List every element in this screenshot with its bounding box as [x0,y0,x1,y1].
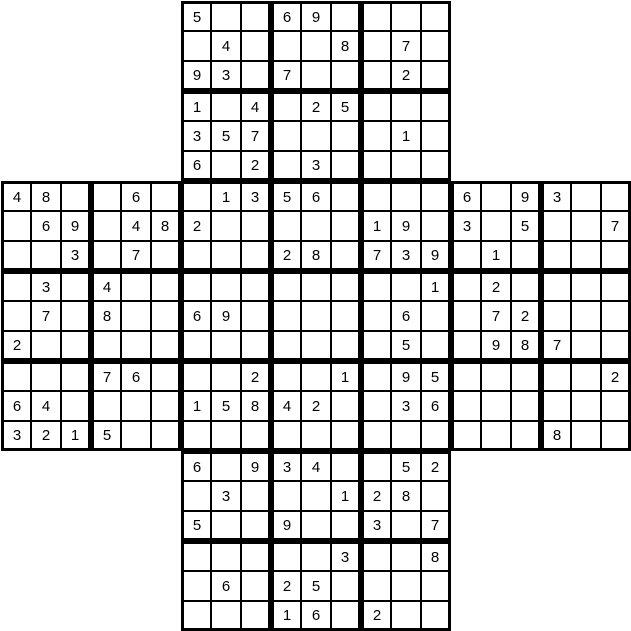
sudoku-cell[interactable] [391,1,421,31]
sudoku-cell[interactable] [151,241,181,271]
sudoku-cell[interactable]: 3 [211,61,241,91]
sudoku-cell[interactable]: 2 [391,61,421,91]
sudoku-cell[interactable] [361,271,391,301]
sudoku-cell[interactable]: 3 [361,511,391,541]
sudoku-cell[interactable] [241,511,271,541]
sudoku-cell[interactable] [301,211,331,241]
sudoku-cell[interactable] [1,271,31,301]
sudoku-cell[interactable] [391,511,421,541]
sudoku-cell[interactable] [181,481,211,511]
sudoku-cell[interactable] [541,301,571,331]
sudoku-cell[interactable] [211,541,241,571]
sudoku-cell[interactable]: 6 [421,391,451,421]
sudoku-cell[interactable] [421,421,451,451]
sudoku-cell[interactable]: 9 [391,211,421,241]
sudoku-cell[interactable]: 7 [481,301,511,331]
sudoku-cell[interactable] [421,301,451,331]
sudoku-cell[interactable]: 9 [421,241,451,271]
sudoku-cell[interactable]: 7 [91,361,121,391]
sudoku-cell[interactable] [61,271,91,301]
sudoku-cell[interactable] [121,301,151,331]
sudoku-cell[interactable] [361,121,391,151]
sudoku-cell[interactable] [571,181,601,211]
sudoku-cell[interactable]: 2 [241,151,271,181]
sudoku-cell[interactable] [601,181,631,211]
sudoku-cell[interactable] [241,301,271,331]
sudoku-cell[interactable] [481,391,511,421]
sudoku-cell[interactable] [421,31,451,61]
sudoku-cell[interactable] [211,271,241,301]
sudoku-cell[interactable] [451,331,481,361]
sudoku-cell[interactable] [211,511,241,541]
sudoku-cell[interactable] [331,151,361,181]
sudoku-cell[interactable]: 7 [271,61,301,91]
sudoku-cell[interactable] [511,391,541,421]
sudoku-cell[interactable] [151,361,181,391]
sudoku-cell[interactable]: 5 [211,121,241,151]
sudoku-cell[interactable] [331,331,361,361]
sudoku-cell[interactable] [361,541,391,571]
sudoku-cell[interactable] [181,601,211,631]
sudoku-cell[interactable] [421,91,451,121]
sudoku-cell[interactable]: 8 [31,181,61,211]
sudoku-cell[interactable] [331,601,361,631]
sudoku-cell[interactable]: 5 [511,211,541,241]
sudoku-cell[interactable]: 2 [601,361,631,391]
sudoku-cell[interactable]: 3 [1,421,31,451]
sudoku-cell[interactable]: 5 [181,511,211,541]
sudoku-cell[interactable] [481,361,511,391]
sudoku-cell[interactable]: 6 [1,391,31,421]
sudoku-cell[interactable] [301,271,331,301]
sudoku-cell[interactable]: 5 [391,331,421,361]
sudoku-cell[interactable]: 6 [181,151,211,181]
sudoku-cell[interactable] [121,271,151,301]
sudoku-cell[interactable]: 7 [391,31,421,61]
sudoku-cell[interactable]: 9 [181,61,211,91]
sudoku-cell[interactable] [421,181,451,211]
sudoku-cell[interactable] [361,571,391,601]
sudoku-cell[interactable] [1,211,31,241]
sudoku-cell[interactable] [271,331,301,361]
sudoku-cell[interactable] [241,481,271,511]
sudoku-cell[interactable] [151,181,181,211]
sudoku-cell[interactable] [271,421,301,451]
sudoku-cell[interactable]: 9 [391,361,421,391]
sudoku-cell[interactable] [541,211,571,241]
sudoku-cell[interactable] [241,211,271,241]
sudoku-cell[interactable] [121,421,151,451]
sudoku-cell[interactable]: 4 [211,31,241,61]
sudoku-cell[interactable] [361,331,391,361]
sudoku-cell[interactable]: 6 [181,301,211,331]
sudoku-cell[interactable] [91,241,121,271]
sudoku-cell[interactable] [331,61,361,91]
sudoku-cell[interactable]: 2 [1,331,31,361]
sudoku-cell[interactable] [271,151,301,181]
sudoku-cell[interactable]: 8 [391,481,421,511]
sudoku-cell[interactable]: 3 [211,481,241,511]
sudoku-cell[interactable] [151,331,181,361]
sudoku-cell[interactable] [421,211,451,241]
sudoku-cell[interactable]: 8 [421,541,451,571]
sudoku-cell[interactable] [361,451,391,481]
sudoku-cell[interactable]: 6 [391,301,421,331]
sudoku-cell[interactable] [301,331,331,361]
sudoku-cell[interactable] [571,241,601,271]
sudoku-cell[interactable]: 7 [31,301,61,331]
sudoku-cell[interactable] [601,271,631,301]
sudoku-cell[interactable]: 2 [361,481,391,511]
sudoku-cell[interactable] [91,181,121,211]
sudoku-cell[interactable]: 2 [301,91,331,121]
sudoku-cell[interactable] [91,391,121,421]
sudoku-cell[interactable]: 2 [361,601,391,631]
sudoku-cell[interactable] [601,331,631,361]
sudoku-cell[interactable] [421,151,451,181]
sudoku-cell[interactable] [541,271,571,301]
sudoku-cell[interactable]: 6 [271,1,301,31]
sudoku-cell[interactable] [511,241,541,271]
sudoku-cell[interactable]: 5 [421,361,451,391]
sudoku-cell[interactable] [211,421,241,451]
sudoku-cell[interactable]: 9 [61,211,91,241]
sudoku-cell[interactable] [241,571,271,601]
sudoku-cell[interactable]: 3 [61,241,91,271]
sudoku-cell[interactable] [181,331,211,361]
sudoku-cell[interactable] [151,301,181,331]
sudoku-cell[interactable]: 8 [511,331,541,361]
sudoku-cell[interactable]: 8 [151,211,181,241]
sudoku-cell[interactable]: 9 [271,511,301,541]
sudoku-cell[interactable] [481,181,511,211]
sudoku-cell[interactable] [361,61,391,91]
sudoku-cell[interactable] [421,481,451,511]
sudoku-cell[interactable] [211,1,241,31]
sudoku-cell[interactable]: 1 [271,601,301,631]
sudoku-cell[interactable] [571,421,601,451]
sudoku-cell[interactable] [241,31,271,61]
sudoku-cell[interactable] [511,271,541,301]
sudoku-cell[interactable]: 4 [1,181,31,211]
sudoku-cell[interactable] [1,361,31,391]
sudoku-cell[interactable] [541,361,571,391]
sudoku-cell[interactable]: 3 [271,451,301,481]
sudoku-cell[interactable]: 2 [481,271,511,301]
sudoku-cell[interactable] [391,181,421,211]
sudoku-cell[interactable] [181,31,211,61]
sudoku-cell[interactable] [301,61,331,91]
sudoku-cell[interactable] [301,361,331,391]
sudoku-cell[interactable]: 9 [301,1,331,31]
sudoku-cell[interactable] [331,391,361,421]
sudoku-cell[interactable] [331,511,361,541]
sudoku-cell[interactable]: 8 [331,31,361,61]
sudoku-cell[interactable]: 5 [271,181,301,211]
sudoku-cell[interactable]: 5 [301,571,331,601]
sudoku-cell[interactable] [211,151,241,181]
sudoku-cell[interactable]: 3 [31,271,61,301]
sudoku-cell[interactable] [331,271,361,301]
sudoku-cell[interactable] [151,421,181,451]
sudoku-cell[interactable] [421,1,451,31]
sudoku-cell[interactable] [271,121,301,151]
sudoku-cell[interactable] [121,331,151,361]
sudoku-cell[interactable]: 5 [391,451,421,481]
sudoku-cell[interactable]: 7 [421,511,451,541]
sudoku-cell[interactable] [391,151,421,181]
sudoku-cell[interactable] [421,61,451,91]
sudoku-cell[interactable] [211,361,241,391]
sudoku-cell[interactable] [511,421,541,451]
sudoku-cell[interactable]: 8 [241,391,271,421]
sudoku-cell[interactable] [271,271,301,301]
sudoku-cell[interactable] [31,361,61,391]
sudoku-cell[interactable] [181,421,211,451]
sudoku-cell[interactable] [331,301,361,331]
sudoku-cell[interactable] [271,301,301,331]
sudoku-cell[interactable] [421,571,451,601]
sudoku-cell[interactable]: 4 [31,391,61,421]
sudoku-cell[interactable] [331,211,361,241]
sudoku-cell[interactable] [211,241,241,271]
sudoku-cell[interactable] [181,181,211,211]
sudoku-cell[interactable] [571,271,601,301]
sudoku-cell[interactable]: 6 [121,181,151,211]
sudoku-cell[interactable] [181,241,211,271]
sudoku-cell[interactable] [271,361,301,391]
sudoku-cell[interactable] [511,361,541,391]
sudoku-cell[interactable] [421,121,451,151]
sudoku-cell[interactable]: 1 [331,481,361,511]
sudoku-cell[interactable]: 6 [181,451,211,481]
sudoku-cell[interactable] [61,361,91,391]
sudoku-cell[interactable] [601,421,631,451]
sudoku-cell[interactable]: 8 [301,241,331,271]
sudoku-cell[interactable] [361,151,391,181]
sudoku-cell[interactable] [151,391,181,421]
sudoku-cell[interactable] [1,301,31,331]
sudoku-cell[interactable]: 3 [331,541,361,571]
sudoku-cell[interactable] [421,331,451,361]
sudoku-cell[interactable]: 4 [121,211,151,241]
sudoku-cell[interactable]: 2 [421,451,451,481]
sudoku-cell[interactable]: 1 [361,211,391,241]
sudoku-cell[interactable] [391,541,421,571]
sudoku-cell[interactable] [61,181,91,211]
sudoku-cell[interactable] [241,1,271,31]
sudoku-cell[interactable] [31,331,61,361]
sudoku-cell[interactable] [361,181,391,211]
sudoku-cell[interactable] [211,211,241,241]
sudoku-cell[interactable] [361,1,391,31]
sudoku-cell[interactable] [91,211,121,241]
sudoku-cell[interactable] [61,391,91,421]
sudoku-cell[interactable] [241,541,271,571]
sudoku-cell[interactable]: 5 [331,91,361,121]
sudoku-cell[interactable] [121,391,151,421]
sudoku-cell[interactable] [451,361,481,391]
sudoku-cell[interactable] [601,241,631,271]
sudoku-cell[interactable]: 1 [181,391,211,421]
sudoku-cell[interactable]: 6 [211,571,241,601]
sudoku-cell[interactable] [391,571,421,601]
sudoku-cell[interactable] [571,391,601,421]
sudoku-cell[interactable]: 5 [181,1,211,31]
sudoku-cell[interactable] [211,331,241,361]
sudoku-cell[interactable] [271,31,301,61]
sudoku-cell[interactable] [241,331,271,361]
sudoku-cell[interactable]: 6 [301,601,331,631]
sudoku-cell[interactable]: 5 [211,391,241,421]
sudoku-cell[interactable]: 1 [331,361,361,391]
sudoku-cell[interactable]: 2 [181,211,211,241]
sudoku-cell[interactable]: 9 [481,331,511,361]
sudoku-cell[interactable]: 9 [511,181,541,211]
sudoku-cell[interactable] [331,571,361,601]
sudoku-cell[interactable] [361,91,391,121]
sudoku-cell[interactable] [211,451,241,481]
sudoku-cell[interactable]: 7 [601,211,631,241]
sudoku-cell[interactable] [61,301,91,331]
sudoku-cell[interactable] [271,91,301,121]
sudoku-cell[interactable] [571,301,601,331]
sudoku-cell[interactable]: 6 [31,211,61,241]
sudoku-cell[interactable]: 2 [271,571,301,601]
sudoku-cell[interactable] [301,541,331,571]
sudoku-cell[interactable]: 1 [61,421,91,451]
sudoku-cell[interactable]: 4 [241,91,271,121]
sudoku-cell[interactable]: 2 [241,361,271,391]
sudoku-cell[interactable] [241,271,271,301]
sudoku-cell[interactable] [1,241,31,271]
sudoku-cell[interactable]: 1 [391,121,421,151]
sudoku-cell[interactable] [571,211,601,241]
sudoku-cell[interactable] [361,31,391,61]
sudoku-cell[interactable] [391,91,421,121]
sudoku-cell[interactable] [211,91,241,121]
sudoku-cell[interactable] [181,271,211,301]
sudoku-cell[interactable]: 7 [121,241,151,271]
sudoku-cell[interactable] [481,211,511,241]
sudoku-cell[interactable]: 4 [91,271,121,301]
sudoku-cell[interactable]: 6 [451,181,481,211]
sudoku-cell[interactable] [451,271,481,301]
sudoku-cell[interactable] [31,241,61,271]
sudoku-cell[interactable] [331,121,361,151]
sudoku-cell[interactable]: 3 [391,241,421,271]
sudoku-cell[interactable] [571,361,601,391]
sudoku-cell[interactable]: 2 [31,421,61,451]
sudoku-cell[interactable] [241,421,271,451]
sudoku-cell[interactable] [91,331,121,361]
sudoku-cell[interactable] [391,271,421,301]
sudoku-cell[interactable] [361,391,391,421]
sudoku-cell[interactable]: 6 [121,361,151,391]
sudoku-cell[interactable] [361,421,391,451]
sudoku-cell[interactable]: 3 [181,121,211,151]
sudoku-cell[interactable] [331,181,361,211]
sudoku-cell[interactable] [271,211,301,241]
sudoku-cell[interactable] [211,601,241,631]
sudoku-cell[interactable]: 3 [241,181,271,211]
sudoku-cell[interactable] [361,361,391,391]
sudoku-cell[interactable]: 7 [361,241,391,271]
sudoku-cell[interactable]: 9 [241,451,271,481]
sudoku-cell[interactable]: 2 [301,391,331,421]
sudoku-cell[interactable]: 1 [211,181,241,211]
sudoku-cell[interactable]: 3 [391,391,421,421]
sudoku-cell[interactable]: 1 [481,241,511,271]
sudoku-cell[interactable] [361,301,391,331]
sudoku-cell[interactable]: 4 [271,391,301,421]
sudoku-cell[interactable] [391,421,421,451]
sudoku-cell[interactable] [301,481,331,511]
sudoku-cell[interactable] [571,331,601,361]
sudoku-cell[interactable] [451,421,481,451]
sudoku-cell[interactable] [541,391,571,421]
sudoku-cell[interactable]: 8 [91,301,121,331]
sudoku-cell[interactable] [331,241,361,271]
sudoku-cell[interactable]: 3 [451,211,481,241]
sudoku-cell[interactable] [301,511,331,541]
sudoku-cell[interactable] [181,571,211,601]
sudoku-cell[interactable] [301,421,331,451]
sudoku-cell[interactable]: 5 [91,421,121,451]
sudoku-cell[interactable] [331,421,361,451]
sudoku-cell[interactable]: 3 [301,151,331,181]
sudoku-cell[interactable]: 1 [181,91,211,121]
sudoku-cell[interactable]: 2 [511,301,541,331]
sudoku-cell[interactable]: 7 [541,331,571,361]
sudoku-cell[interactable]: 1 [421,271,451,301]
sudoku-cell[interactable] [301,121,331,151]
sudoku-cell[interactable] [241,601,271,631]
sudoku-cell[interactable] [481,421,511,451]
sudoku-cell[interactable] [181,541,211,571]
sudoku-cell[interactable] [241,61,271,91]
sudoku-cell[interactable] [301,31,331,61]
sudoku-cell[interactable]: 2 [271,241,301,271]
sudoku-cell[interactable] [601,301,631,331]
sudoku-cell[interactable] [541,241,571,271]
sudoku-cell[interactable] [451,241,481,271]
sudoku-cell[interactable] [331,451,361,481]
sudoku-cell[interactable] [61,331,91,361]
sudoku-cell[interactable] [181,361,211,391]
sudoku-cell[interactable] [271,541,301,571]
sudoku-cell[interactable] [151,271,181,301]
sudoku-cell[interactable] [301,301,331,331]
sudoku-cell[interactable] [451,301,481,331]
sudoku-cell[interactable]: 6 [301,181,331,211]
sudoku-cell[interactable]: 7 [241,121,271,151]
sudoku-cell[interactable] [421,601,451,631]
sudoku-cell[interactable]: 4 [301,451,331,481]
sudoku-cell[interactable]: 9 [211,301,241,331]
sudoku-cell[interactable] [271,481,301,511]
sudoku-cell[interactable]: 8 [541,421,571,451]
sudoku-cell[interactable] [601,391,631,421]
sudoku-cell[interactable] [391,601,421,631]
sudoku-cell[interactable] [241,241,271,271]
sudoku-cell[interactable]: 3 [541,181,571,211]
sudoku-cell[interactable] [451,391,481,421]
sudoku-cell[interactable] [331,1,361,31]
